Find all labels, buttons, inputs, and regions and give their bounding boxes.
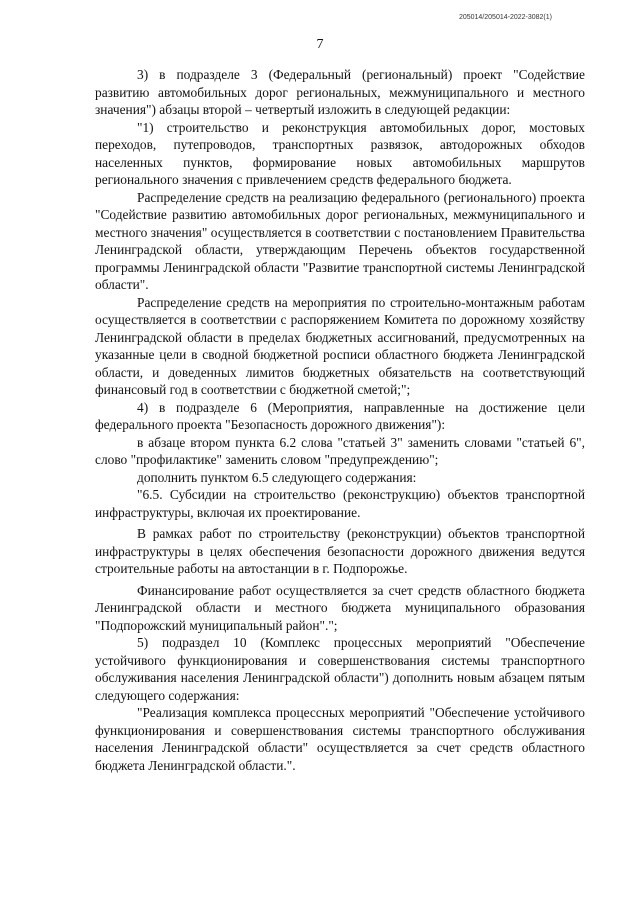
paragraph-construction-distribution: Распределение средств на мероприятия по строительно-монтажным работам осуществляется в соответствии с распоряжением Комитета по дорожному хозяйству Ленинградской области в пределах бюджетных ассигнований, предусмотренных на указанные цели в сводной бюджетной росписи областного бюджета Ленинградской области, и доведенных лимитов бюджетных обязательств на соответствующий финансовый год в соответствии с бюджетной сметой;"; xyxy=(95,294,585,397)
document-body xyxy=(95,66,585,774)
paragraph-item-6-2-amendment: в абзаце втором пункта 6.2 слова "статьей 3" заменить словами "статьей 6", слово "профилактике" заменить словом "предупреждению"; xyxy=(95,434,585,467)
paragraph-item-4: 4) в подразделе 6 (Мероприятия, направленные на достижение цели федерального проекта "Безопасность дорожного движения"): xyxy=(95,399,585,432)
document-id: 205014/205014-2022-3082(1) xyxy=(458,14,552,21)
paragraph-item-5: 5) подраздел 10 (Комплекс процессных мероприятий "Обеспечение устойчивого функционирования и совершенствования системы транспортного обслуживания населения Ленинградской области") дополнить новым абзацем пятым следующего содержания: xyxy=(95,635,585,703)
paragraph-item-5-content: "Реализация комплекса процессных мероприятий "Обеспечение устойчивого функционирования и совершенствования системы транспортного обслуживания населения Ленинградской области" осуществляется за счет средств областного бюджета Ленинградской области.". xyxy=(95,705,585,773)
page-number: 7 xyxy=(316,37,324,52)
paragraph-item-3: 3) в подразделе 3 (Федеральный (региональный) проект "Содействие развитию автомобильных дорог региональных, межмуниципального и местного значения") абзацы второй – четвертый изложить в следующей редакции: xyxy=(95,67,585,117)
paragraph-item-3-1: "1) строительство и реконструкция автомобильных дорог, мостовых переходов, путепроводов, транспортных развязок, автодорожных обходов населенных пунктов, формирование новых автомобильных маршрутов регионального значения с привлечением средств федерального бюджета. xyxy=(95,119,585,187)
paragraph-6-5-financing: Финансирование работ осуществляется за счет средств областного бюджета Ленинградской области и местного бюджета муниципального образования "Подпорожский муниципальный район"."; xyxy=(95,582,585,633)
paragraph-6-5-subsidies: "6.5. Субсидии на строительство (реконструкцию) объектов транспортной инфраструктуры, включая их проектирование. xyxy=(95,487,585,520)
paragraph-funding-distribution: Распределение средств на реализацию федерального (регионального) проекта "Содействие развитию автомобильных дорог региональных, межмуниципального и местного значения" осуществляется в соответствии с постановлением Правительства Ленинградской области, утверждающим Перечень объектов государственной программы Ленинградской области "Развитие транспортной системы Ленинградской области". xyxy=(95,189,585,292)
paragraph-6-5-works: В рамках работ по строительству (реконструкции) объектов транспортной инфраструктуры в целях обеспечения безопасности дорожного движения ведутся строительные работы на автостанции в г. Подпорожье. xyxy=(95,526,585,576)
paragraph-add-6-5: дополнить пунктом 6.5 следующего содержания: xyxy=(137,469,417,485)
